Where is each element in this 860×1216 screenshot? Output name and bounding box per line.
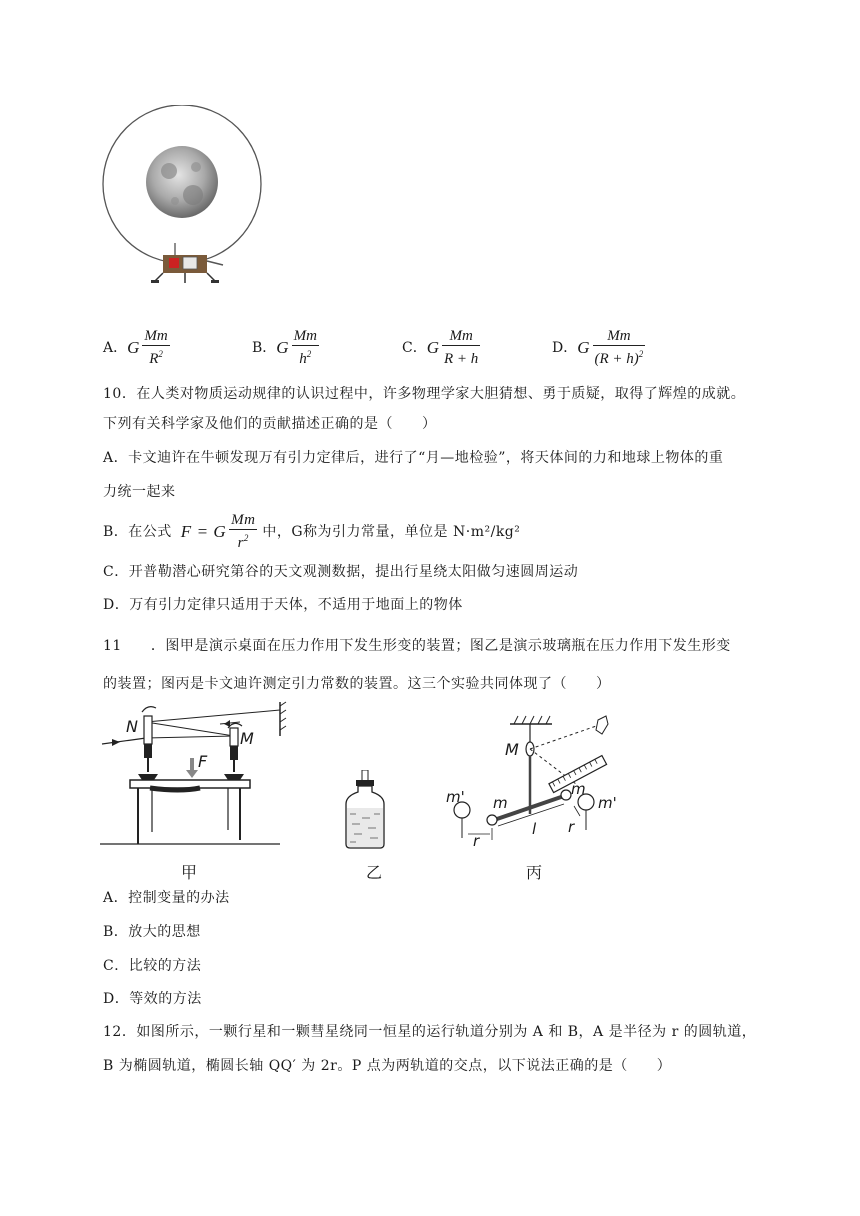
caption-bing: 丙 xyxy=(526,863,543,882)
caption-jia: 甲 xyxy=(181,863,198,882)
q12-stem-line1: 12．如图所示，一颗行星和一颗彗星绕同一恒星的运行轨道分别为 A 和 B，A 是半径为 r 的圆轨道， xyxy=(103,1024,757,1040)
label-M: M xyxy=(240,729,254,748)
q11-option-b[interactable]: B．放大的思想 xyxy=(103,924,201,940)
label-m-left: m xyxy=(493,794,508,812)
label-m-prime-left: m' xyxy=(446,788,465,806)
q10-option-a-line1[interactable]: A．卡文迪许在牛顿发现万有引力定律后，进行了“月—地检验”，将天体间的力和地球上物体的重 xyxy=(103,450,724,466)
q9-option-d[interactable]: D．G $\frac{Mm}{(R + h)^2}$ xyxy=(552,328,644,367)
q10-option-b[interactable]: B．在公式 F = G $\frac{Mm}{r^2}$ 中，G称为引力常量，单位是 N·m²/kg² xyxy=(103,512,521,551)
q10-option-a-line2: 力统一起来 xyxy=(103,484,176,500)
q10-option-d[interactable]: D．万有引力定律只适用于天体，不适用于地面上的物体 xyxy=(103,597,463,613)
caption-yi: 乙 xyxy=(366,863,383,882)
q11-stem-line2: 的装置；图丙是卡文迪许测定引力常数的装置。这三个实验共同体现了（ ） xyxy=(103,676,611,692)
label-N: N xyxy=(126,717,138,736)
q11-stem-line1: 11 ．图甲是演示桌面在压力作用下发生形变的装置；图乙是演示玻璃瓶在压力作用下发生形变 xyxy=(103,638,731,654)
q9-option-b[interactable]: B．G $\frac{Mm}{h^2}$ xyxy=(252,328,317,367)
label-M-torsion: M xyxy=(505,740,519,759)
moon-icon xyxy=(146,146,218,218)
label-F: F xyxy=(198,752,208,771)
label-m-right: m xyxy=(571,780,586,798)
label-l: l xyxy=(532,820,537,838)
q9-option-a[interactable]: A．G $\frac{Mm}{R^2}$ xyxy=(103,328,168,367)
q9-option-c[interactable]: C．G $\frac{Mm}{R + h}$ xyxy=(402,328,479,367)
label-r-left: r xyxy=(473,832,480,850)
q10-stem-line1: 10．在人类对物质运动规律的认识过程中，许多物理学家大胆猜想、勇于质疑，取得了辉煌的成就。 xyxy=(103,386,746,402)
q11-option-d[interactable]: D．等效的方法 xyxy=(103,991,202,1007)
q11-option-a[interactable]: A．控制变量的办法 xyxy=(103,890,230,906)
lander-icon xyxy=(151,243,223,283)
moon-orbit-figure xyxy=(95,105,275,295)
q11-option-c[interactable]: C．比较的方法 xyxy=(103,958,202,974)
q12-stem-line2: B 为椭圆轨道，椭圆长轴 QQ′ 为 2r。P 点为两轨道的交点，以下说法正确的是（ ） xyxy=(103,1058,672,1074)
figure-yi-bottle xyxy=(340,770,390,850)
q10-option-c[interactable]: C．开普勒潜心研究第谷的天文观测数据，提出行星绕太阳做匀速圆周运动 xyxy=(103,564,579,580)
label-m-prime-right: m' xyxy=(598,794,617,812)
label-r-right: r xyxy=(568,818,575,836)
q10-stem-line2: 下列有关科学家及他们的贡献描述正确的是（ ） xyxy=(103,416,437,432)
